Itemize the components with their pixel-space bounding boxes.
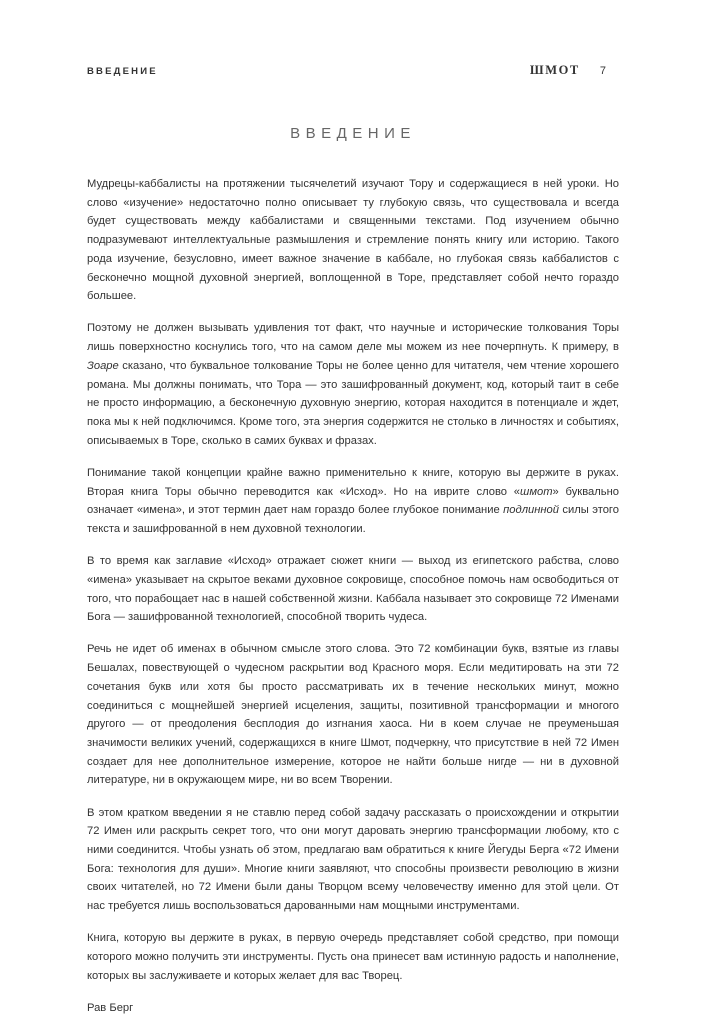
signature: Рав Берг (87, 1001, 134, 1014)
page-number: 7 (599, 65, 606, 77)
running-header-right (530, 63, 606, 78)
italic-shmot: шмот (520, 485, 553, 498)
running-header-book-title: ШМОТ (529, 63, 580, 77)
paragraph-3: Понимание такой концепции крайне важно применительно к книге, которую вы держите в руках. Вторая книга Торы обычно переводится как «Исход». Но на иврите слово «шмот» буквально означает «имена», и этот термин дает нам гораздо более глубокое понимание подлинной силы этого текста и зашифрованной в нем духовной технологии. (87, 466, 620, 535)
italic-zohar: Зоаре (87, 359, 119, 372)
paragraph-6: В этом кратком введении я не ставлю перед собой задачу рассказать о происхождении и открытии 72 Имен или раскрыть секрет того, что они могут даровать энергию трансформации любому, кто с ними соединится. Чтобы узнать об этом, предлагаю вам обратиться к книге Йегуды Берга «72 Имени Бога: технология для души». Многие книги заявляют, что способны произвести революцию в жизни своих читателей, но 72 Имени были даны Творцом всему человечеству именно для этой цели. От нас требуется лишь воспользоваться дарованными нам мощными инструментами. (87, 806, 619, 913)
paragraph-7: Книга, которую вы держите в руках, в первую очередь представляет собой средство, при помощи которого можно получить эти инструменты. Пусть она принесет вам истинную радость и наполнение, которых вы заслуживаете и которых желает для вас Творец. (87, 932, 619, 982)
paragraph-2: Поэтому не должен вызывать удивления тот факт, что научные и исторические толкования Торы лишь поверхностно коснулись того, что на самом деле мы можем из нее почерпнуть. К примеру, в Зоаре сказано, что буквальное толкование Торы не более ценно для читателя, чем чтение хорошего романа. Мы должны понимать, что Тора — это зашифрованный документ, код, который таит в себе не просто информацию, а бесконечную духовную энергию, которая находится в потенциале и ждет, пока мы к ней подключимся. Кроме того, эта энергия содержится не столько в личностях и событиях, описываемых в Торе, сколько в самих буквах и фразах. (87, 322, 619, 447)
paragraph-1: Мудрецы-каббалисты на протяжении тысячелетий изучают Тору и содержащиеся в ней уроки. Но слово «изучение» недостаточно полно описывает ту глубокую связь, что существовала и всегда будет существовать между каббалистами и священными текстами. Под изучением обычно подразумевают интеллектуальные размышления и стремление понять книгу или историю. Такого рода изучение, безусловно, имеет важное значение в каббале, но глубокая связь каббалистов с бесконечно мощной духовной энергией, воплощенной в Торе, представляет собой нечто гораздо большее. (87, 178, 619, 303)
paragraph-4: В то время как заглавие «Исход» отражает сюжет книги — выход из египетского рабства, слово «имена» указывает на скрытое веками духовное сокровище, способное помочь нам освободиться от того, что порабощает нас в нашей собственной жизни. Каббала называет это сокровище 72 Именами Бога — зашифрованной технологией, способной творить чудеса. (87, 555, 619, 624)
chapter-title: ВВЕДЕНИЕ (290, 125, 416, 142)
body-text (87, 175, 619, 1018)
italic-authentic: подлинной (503, 504, 559, 517)
paragraph-5: Речь не идет об именах в обычном смысле этого слова. Это 72 комбинации букв, взятые из главы Бешалах, повествующей о чудесном раскрытии вод Красного моря. Если медитировать на эти 72 сочетания букв или хотя бы просто рассматривать их в течение нескольких минут, можно соединиться с мощнейшей энергией исцеления, защиты, позитивной трансформации и многого другого — от преодоления бесплодия до изгнания хаоса. Ни в коем случае не преуменьшая значимости великих учений, содержащихся в книге Шмот, подчеркну, что присутствие в ней 72 Имен создает для нее дополнительное измерение, которое не найти больше нигде — ни в духовной литературе, ни в окружающем мире, ни во всем Творении. (87, 643, 619, 787)
running-header-section: ВВЕДЕНИЕ (87, 66, 158, 77)
